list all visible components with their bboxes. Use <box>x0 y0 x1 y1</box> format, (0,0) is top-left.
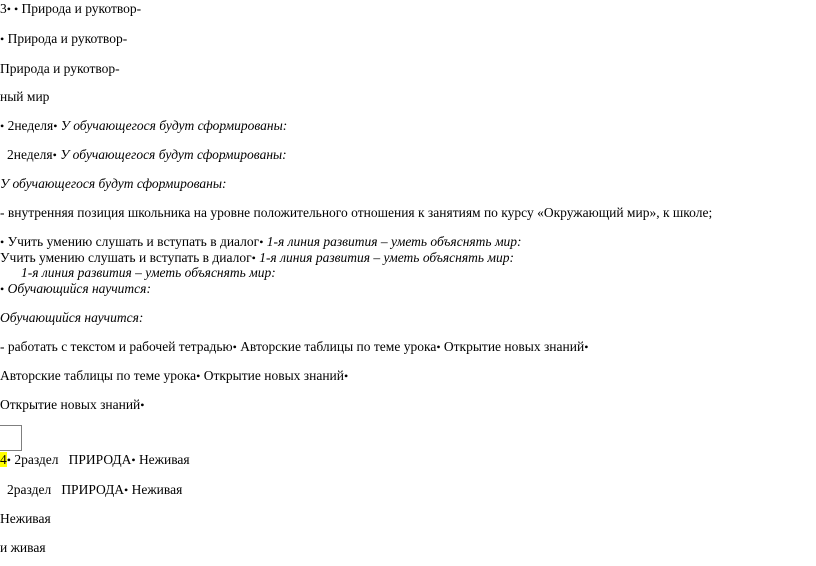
topic-text-cont: ный мир <box>0 89 50 104</box>
row-6 <box>7 147 287 163</box>
bullet-icon: • <box>436 340 441 354</box>
row-4 <box>0 89 49 105</box>
outcome-text: - внутренняя позиция школьника на уровне положительного отношения к занятиям по курсу «Окружающий мир», к школе; <box>0 205 713 220</box>
bullet-icon: • • <box>6 2 19 16</box>
topic-text: Природа и рукотвор- <box>7 31 128 46</box>
resources-text: Авторские таблицы по теме урока <box>240 339 437 354</box>
week-label: 2неделя <box>7 147 53 162</box>
bullet-icon: • <box>131 453 136 467</box>
bullet-icon: • <box>124 483 129 497</box>
row-10 <box>0 250 514 266</box>
goal-text: Учить умению слушать и вступать в диалог <box>7 234 260 249</box>
bullet-icon: • <box>584 340 589 354</box>
bullet-icon: • <box>6 453 11 467</box>
row-5 <box>0 118 287 134</box>
row-9 <box>0 234 522 250</box>
learner-heading: Обучающийся научится: <box>0 310 144 325</box>
row-2 <box>0 31 127 47</box>
resources-text: Авторские таблицы по теме урока <box>0 368 197 383</box>
outcome-heading: У обучающегося будут сформированы: <box>60 118 288 133</box>
topic-text: Неживая <box>131 482 183 497</box>
bullet-icon: • <box>140 398 145 412</box>
row-7 <box>0 176 226 192</box>
lesson-type-text: Открытие новых знаний <box>203 368 344 383</box>
development-line: 1-я линия развития – уметь объяснять мир: <box>21 265 276 280</box>
empty-cell-box <box>0 425 22 451</box>
topic-text: Природа и рукотвор- <box>0 61 120 76</box>
development-line: 1-я линия развития – уметь объяснять мир: <box>266 234 522 249</box>
section-label: 2раздел <box>7 482 52 497</box>
lesson-type-text: Открытие новых знаний <box>443 339 585 354</box>
bullet-icon: • <box>52 148 57 162</box>
topic-text: Неживая <box>138 452 190 467</box>
bullet-icon: • <box>344 369 349 383</box>
row-15 <box>0 368 348 384</box>
section-label: 2раздел <box>14 452 59 467</box>
bullet-icon: • <box>0 282 5 296</box>
bullet-icon: • <box>251 251 256 265</box>
row-8 <box>0 205 712 221</box>
topic-text-cont: и живая <box>0 540 46 555</box>
bullet-icon: • <box>196 369 201 383</box>
row-3 <box>0 61 120 77</box>
row-12 <box>0 281 151 297</box>
bullet-icon: • <box>259 235 264 249</box>
row-1 <box>0 1 141 17</box>
row-17 <box>0 452 190 468</box>
bullet-icon: • <box>0 235 5 249</box>
outcome-heading: У обучающегося будут сформированы: <box>0 176 227 191</box>
bullet-icon: • <box>0 119 5 133</box>
row-18 <box>7 482 182 498</box>
bullet-icon: • <box>0 32 5 46</box>
section-name: ПРИРОДА <box>61 482 125 497</box>
lesson-type-text: Открытие новых знаний <box>0 397 141 412</box>
row-14 <box>0 339 588 355</box>
development-line: 1-я линия развития – уметь объяснять мир: <box>259 250 514 265</box>
row-number: 3 <box>0 1 7 16</box>
row-20 <box>0 540 46 556</box>
topic-text: Природа и рукотвор- <box>21 1 142 16</box>
row-11 <box>21 265 276 281</box>
bullet-icon: • <box>232 340 237 354</box>
row-number-highlighted: 4 <box>0 452 7 467</box>
outcome-heading: У обучающегося будут сформированы: <box>60 147 287 162</box>
section-name: ПРИРОДА <box>68 452 132 467</box>
bullet-icon: • <box>53 119 58 133</box>
learner-heading: Обучающийся научится: <box>7 281 151 296</box>
row-19 <box>0 511 51 527</box>
goal-text: Учить умению слушать и вступать в диалог <box>0 250 252 265</box>
topic-text: Неживая <box>0 511 51 526</box>
week-label: 2неделя <box>7 118 54 133</box>
row-16 <box>0 397 145 413</box>
learner-text: - работать с текстом и рабочей тетрадью <box>0 339 233 354</box>
row-13 <box>0 310 143 326</box>
